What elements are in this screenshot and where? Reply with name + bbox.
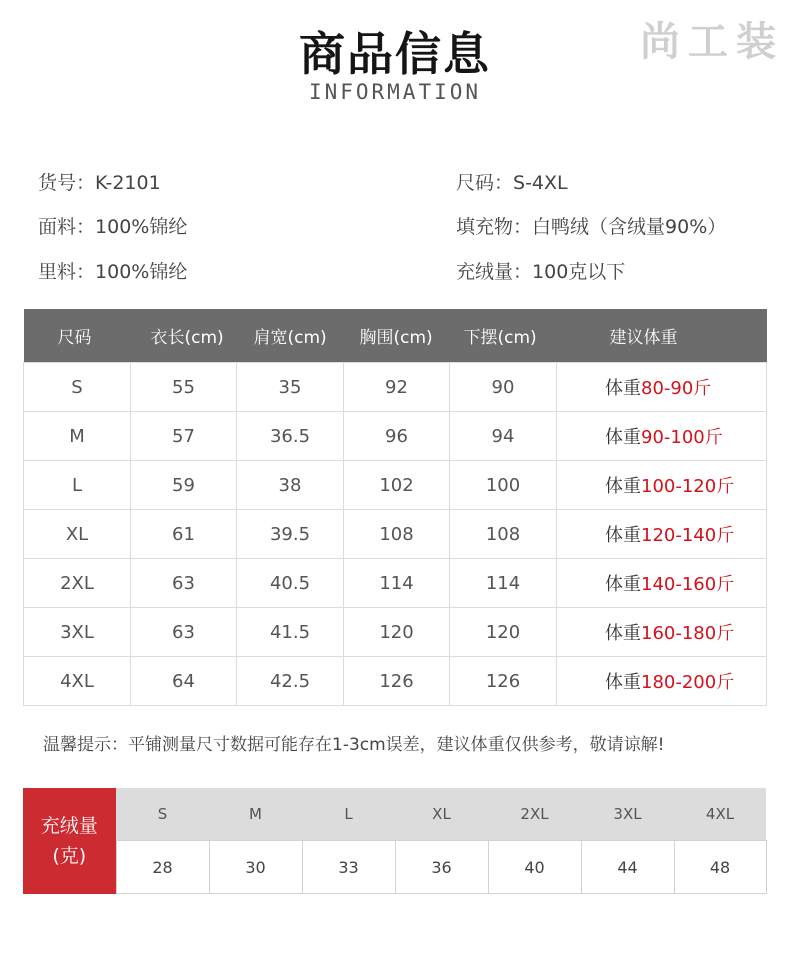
chest-cell: 96 [344,412,450,461]
weight-range: 140-160斤 [641,574,735,595]
fabric-label: 面料： [38,216,96,238]
weight-range: 160-180斤 [641,623,735,644]
size-cell: L [24,461,131,510]
size-range-value: S-4XL [513,172,568,194]
measurement-tip: 温馨提示：平铺测量尺寸数据可能存在1-3cm误差，建议体重仅供参考，敬请谅解! [43,735,665,755]
shoulder-cell: 35 [237,363,344,412]
page-title: 商品信息 [299,27,491,81]
down-size-header: S [116,788,209,841]
size-cell: XL [24,510,131,559]
weight-cell [557,412,767,461]
down-size-header: 3XL [581,788,674,841]
size-cell: 2XL [24,559,131,608]
size-range [456,168,568,195]
length-cell: 63 [131,608,237,657]
down-size-header: XL [395,788,488,841]
item-number-value: K-2101 [95,172,161,194]
down-fill-value: 40 [488,841,581,894]
filling-value: 白鸭绒（含绒量90%） [532,216,727,238]
table-row [24,657,767,706]
size-header-cell: 尺码 [24,309,131,363]
weight-range: 120-140斤 [641,525,735,546]
weight-cell [557,363,767,412]
size-cell: 4XL [24,657,131,706]
chest-cell: 114 [344,559,450,608]
weight-range: 180-200斤 [641,672,735,693]
down-size-header: M [209,788,302,841]
down-fill-value: 48 [674,841,766,894]
down-size-header: 4XL [674,788,766,841]
item-number-label: 货号： [38,172,96,194]
length-cell: 64 [131,657,237,706]
table-row [24,608,767,657]
shoulder-cell: 42.5 [237,657,344,706]
length-cell: 63 [131,559,237,608]
down-size-header: L [302,788,395,841]
size-chart-header-row [24,309,767,363]
down-fill-value: 30 [209,841,302,894]
down-fill-value: 28 [116,841,209,894]
weight-prefix: 体重 [605,427,641,448]
table-row [24,559,767,608]
length-header-cell: 衣长(cm) [131,309,237,363]
chest-cell: 102 [344,461,450,510]
chest-cell: 108 [344,510,450,559]
shoulder-cell: 36.5 [237,412,344,461]
weight-prefix: 体重 [605,378,641,399]
weight-range: 100-120斤 [641,476,735,497]
chest-cell: 120 [344,608,450,657]
size-range-label: 尺码： [456,172,514,194]
table-row [24,412,767,461]
down-fill-label-line2: (克) [52,844,87,867]
down-size-header: 2XL [488,788,581,841]
size-chart-table [23,309,767,706]
weight-cell [557,657,767,706]
hem-cell: 90 [450,363,557,412]
size-cell: M [24,412,131,461]
filling-label: 填充物： [456,216,533,238]
lining-label: 里料： [38,261,96,283]
shoulder-cell: 38 [237,461,344,510]
weight-prefix: 体重 [605,525,641,546]
fill-amount-value: 100克以下 [532,261,626,283]
fabric-info [38,212,187,239]
length-cell: 55 [131,363,237,412]
hem-cell: 114 [450,559,557,608]
shoulder-header-cell: 肩宽(cm) [237,309,344,363]
size-cell: 3XL [24,608,131,657]
down-fill-table [23,788,767,894]
hem-cell: 108 [450,510,557,559]
down-fill-value: 33 [302,841,395,894]
chest-cell: 92 [344,363,450,412]
shoulder-cell: 41.5 [237,608,344,657]
lining-info [38,257,187,284]
lining-value: 100%锦纶 [95,261,188,283]
hem-header-cell: 下摆(cm) [450,309,557,363]
length-cell: 59 [131,461,237,510]
weight-cell [557,461,767,510]
item-number [38,168,161,195]
weight-cell [557,608,767,657]
down-fill-label-line1: 充绒量 [40,814,98,837]
shoulder-cell: 39.5 [237,510,344,559]
down-fill-value: 36 [395,841,488,894]
table-row [24,461,767,510]
down-fill-value: 44 [581,841,674,894]
hem-cell: 94 [450,412,557,461]
weight-cell [557,559,767,608]
weight-prefix: 体重 [605,623,641,644]
table-row [24,363,767,412]
hem-cell: 120 [450,608,557,657]
chest-cell: 126 [344,657,450,706]
weight-prefix: 体重 [605,672,641,693]
weight-prefix: 体重 [605,574,641,595]
down-fill-size-row [23,788,766,841]
weight-cell [557,510,767,559]
hem-cell: 100 [450,461,557,510]
fabric-value: 100%锦纶 [95,216,188,238]
length-cell: 61 [131,510,237,559]
weight-prefix: 体重 [605,476,641,497]
page-subtitle: INFORMATION [308,80,482,104]
weight-range: 90-100斤 [641,427,723,448]
shoulder-cell: 40.5 [237,559,344,608]
brand-logo: 尚工装 [640,18,784,65]
chest-header-cell: 胸围(cm) [344,309,450,363]
weight-range: 80-90斤 [641,378,712,399]
length-cell: 57 [131,412,237,461]
table-row [24,510,767,559]
size-cell: S [24,363,131,412]
fill-amount-label: 充绒量： [456,261,533,283]
down-fill-value-row [23,841,766,894]
filling-info [456,212,726,239]
fill-amount-info [456,257,625,284]
hem-cell: 126 [450,657,557,706]
down-fill-label [23,788,116,894]
weight-header-cell: 建议体重 [557,309,767,363]
